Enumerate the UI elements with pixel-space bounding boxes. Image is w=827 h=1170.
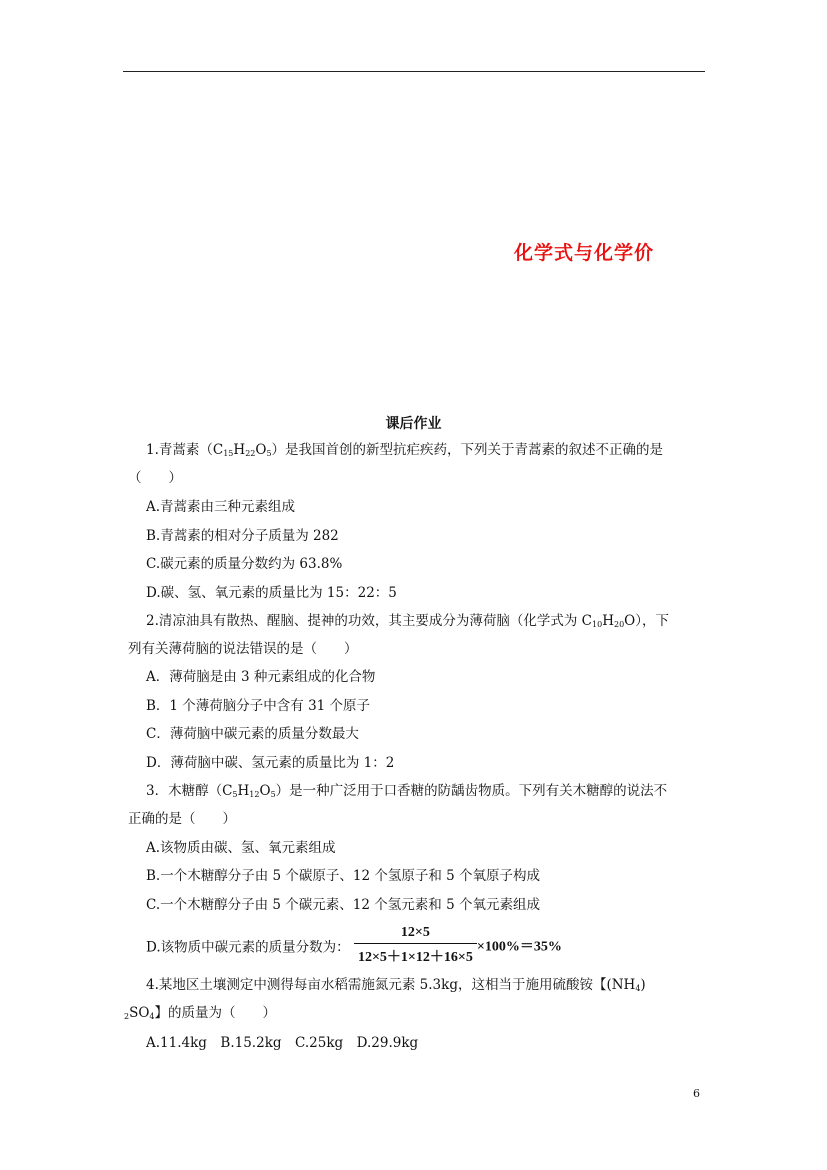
- q1-option-d: D.碳、氢、氧元素的质量比为 15：22：5: [146, 585, 397, 601]
- q4-stem-line2: $_2SO_4$】的质量为（ ）: [124, 1005, 277, 1021]
- q3-option-d: D.该物质中碳元素的质量分数为： $\frac{12\times 5}{12\times 5+1\times 12+16\times 5}$ ×100%＝35%: [146, 925, 562, 965]
- q4-options: A.11.4kg B.15.2kg C.25kg D.29.9kg: [146, 1035, 419, 1051]
- q1-option-b: B.青蒿素的相对分子质量为 282: [146, 528, 339, 544]
- page-title: 化学式与化学价: [514, 242, 655, 264]
- q1-paren: （ ）: [128, 470, 182, 486]
- q1-option-a: A.青蒿素由三种元素组成: [146, 499, 296, 515]
- section-heading: 课后作业: [385, 416, 442, 432]
- page-number: 6: [693, 1087, 700, 1100]
- mass-fraction-formula: [354, 925, 477, 966]
- formula-numerator: 12×5: [354, 925, 477, 944]
- q2-stem: 2.清凉油具有散热、醒脑、提神的功效，其主要成分为薄荷脑（化学式为 $C_{10}H_{20}O$），下: [146, 613, 669, 629]
- q1-option-c: C.碳元素的质量分数约为 63.8%: [146, 556, 343, 572]
- q3-option-a: A.该物质由碳、氢、氧元素组成: [146, 840, 336, 856]
- q1-stem: 1.青蒿素$(C_{15}H_{22}O_5)$是我国首创的新型抗疟疾药，下列关于青蒿素的叙述不正确的是: [146, 442, 664, 458]
- formula-result: ×100%＝35%: [476, 939, 562, 955]
- q2-option-c: C．薄荷脑中碳元素的质量分数最大: [146, 726, 359, 742]
- q2-option-a: A．薄荷脑是由 3 种元素组成的化合物: [146, 669, 376, 685]
- formula-denominator: 12×5＋1×12＋16×5: [357, 950, 473, 965]
- q2-option-b: B．1 个薄荷脑分子中含有 31 个原子: [146, 698, 371, 714]
- q3-option-b: B.一个木糖醇分子由 5 个碳原子、12 个氢原子和 5 个氧原子构成: [146, 868, 541, 884]
- q2-option-d: D．薄荷脑中碳、氢元素的质量比为 1：2: [146, 755, 395, 771]
- q3-option-c: C.一个木糖醇分子由 5 个碳元素、12 个氢元素和 5 个氧元素组成: [146, 897, 540, 913]
- q2-stem-line2: 列有关薄荷脑的说法错误的是（ ）: [128, 641, 358, 657]
- q3-stem-line2: 正确的是（ ）: [128, 811, 236, 827]
- q3-stem: 3．木糖醇$(C_5H_{12}O_5)$是一种广泛用于口香糖的防龋齿物质。下列有关木糖醇的说法不: [146, 783, 668, 799]
- header-rule: [123, 71, 705, 72]
- q4-stem: 4.某地区土壤测定中测得每亩水稻需施氮元素 5.3kg，这相当于施用硫酸铵【$(NH_4)$: [146, 977, 646, 993]
